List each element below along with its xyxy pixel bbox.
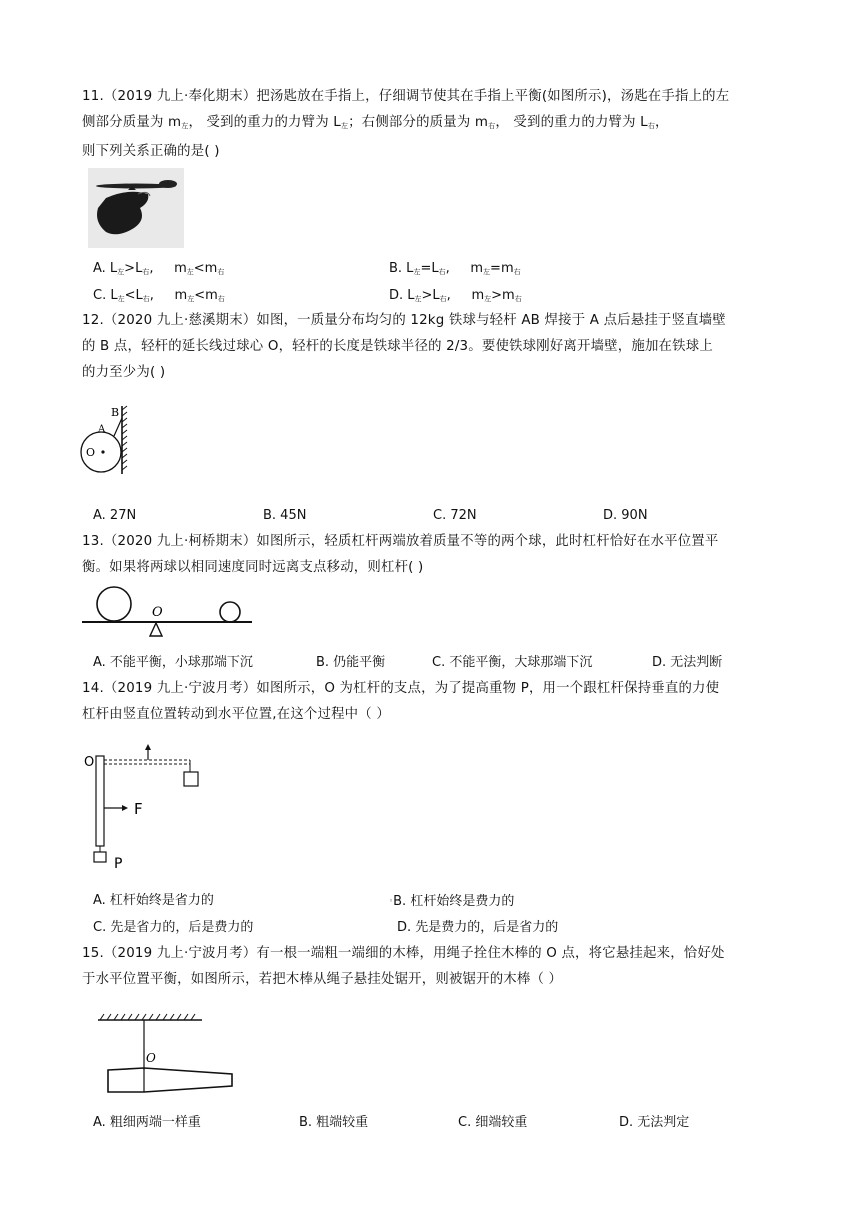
q12-option-b[interactable]: B. 45N	[263, 508, 307, 523]
q15-option-a[interactable]: A. 粗细两端一样重	[93, 1115, 201, 1130]
label-o: O	[152, 605, 163, 620]
question-14	[82, 676, 782, 728]
label-b: B	[111, 406, 120, 419]
q15-option-b[interactable]: B. 粗端较重	[299, 1115, 369, 1130]
label-f: F	[134, 800, 143, 818]
q11-text: ， 受到的重力的力臂为 L	[188, 115, 341, 130]
q12-option-d[interactable]: D. 90N	[603, 508, 648, 523]
q11-option-c[interactable]: C. $L_左<L_右$, $m_左<m_右$	[93, 288, 225, 303]
question-13	[82, 529, 782, 581]
q11-sub-left: 左	[181, 122, 189, 130]
q11-text: ，	[655, 115, 669, 130]
q11-sub-right: 右	[488, 122, 496, 130]
q15-line1: 15.（2019 九上·宁波月考）有一根一端粗一端细的木棒，用绳子拴住木棒的 O 点，将它悬挂起来，恰好处	[82, 946, 725, 961]
iron-ball-figure	[80, 404, 140, 476]
question-11	[82, 84, 782, 165]
q13-option-a[interactable]: A. 不能平衡，小球那端下沉	[93, 655, 253, 670]
q11-sub-right: 右	[647, 122, 656, 130]
q12-line1: 12.（2020 九上·慈溪期末）如图，一质量分布均匀的 12kg 铁球与轻杆 AB 焊接于 A 点后悬挂于竖直墙壁	[82, 313, 726, 328]
q11-text: ；右侧部分的质量为 m	[348, 115, 489, 130]
rotating-lever-figure	[82, 742, 212, 872]
q15-line2: 于水平位置平衡，如图所示，若把木棒从绳子悬挂处锯开，则被锯开的木棒（ ）	[82, 972, 563, 987]
q11-option-d[interactable]: D. $L_左>L_右$, $m_左>m_右$	[389, 288, 522, 303]
q13-option-b[interactable]: B. 仍能平衡	[316, 655, 386, 670]
q11-line2	[82, 110, 782, 139]
q11-text: ， 受到的重力的力臂为 L	[495, 115, 648, 130]
q11-line3: 则下列关系正确的是( )	[82, 144, 220, 159]
q14-line1: 14.（2019 九上·宁波月考）如图所示，O 为杠杆的支点，为了提高重物 P，用一个跟杠杆保持垂直的力使	[82, 681, 720, 696]
q15-option-d[interactable]: D. 无法判定	[619, 1115, 690, 1130]
label-a: A	[98, 424, 106, 435]
q11-option-b[interactable]: B. $L_左=L_右$, $m_左=m_右$	[389, 261, 521, 276]
lever-balls-figure	[80, 584, 256, 642]
q15-option-c[interactable]: C. 细端较重	[458, 1115, 528, 1130]
q13-line1: 13.（2020 九上·柯桥期末）如图所示，轻质杠杆两端放着质量不等的两个球，此时杠杆恰好在水平位置平	[82, 534, 719, 549]
tapered-stick-figure	[96, 1010, 242, 1100]
q12-line3: 的力至少为( )	[82, 365, 166, 380]
question-15	[82, 941, 782, 993]
q13-line2: 衡。如果将两球以相同速度同时远离支点移动，则杠杆( )	[82, 560, 424, 575]
q12-option-a[interactable]: A. 27N	[93, 508, 137, 523]
q12-line2: 的 B 点，轻杆的延长线过球心 O，轻杆的长度是铁球半径的 2/3。要使铁球刚好离开墙壁，施加在铁球上	[82, 339, 713, 354]
q12-option-c[interactable]: C. 72N	[433, 508, 477, 523]
label-o: O	[84, 755, 95, 770]
q13-option-c[interactable]: C. 不能平衡，大球那端下沉	[432, 655, 593, 670]
q11-sub-left: 左	[340, 122, 349, 130]
q14-option-c[interactable]: C. 先是省力的，后是费力的	[93, 920, 254, 935]
q11-line1: 11.（2019 九上·奉化期末）把汤匙放在手指上，仔细调节使其在手指上平衡(如图所示)，汤匙在手指上的左	[82, 89, 730, 104]
label-p: P	[114, 856, 123, 872]
spoon-on-finger-figure	[88, 168, 184, 248]
label-o: O	[86, 446, 96, 459]
q14-option-b[interactable]: ◦B. 杠杆始终是费力的	[389, 894, 515, 909]
label-o: O	[146, 1051, 156, 1065]
q14-option-a[interactable]: A. 杠杆始终是省力的	[93, 893, 214, 908]
q11-option-a[interactable]: A. $L_左>L_右$, $m_左<m_右$	[93, 261, 225, 276]
question-12	[82, 308, 782, 386]
q13-option-d[interactable]: D. 无法判断	[652, 655, 723, 670]
q14-line2: 杠杆由竖直位置转动到水平位置,在这个过程中（ ）	[82, 707, 390, 722]
q14-option-d[interactable]: D. 先是费力的，后是省力的	[397, 920, 559, 935]
q11-text: 侧部分质量为 m	[82, 115, 182, 130]
